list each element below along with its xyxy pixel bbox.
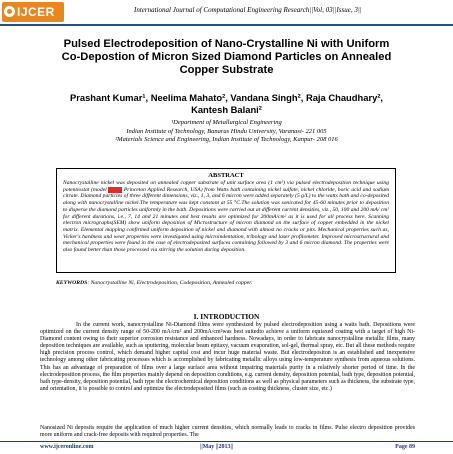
authors-line: Kantesh Balani² (191, 104, 262, 115)
affiliations (20, 119, 433, 145)
affiliation-line: ¹Department of Metallurgical Engineering (171, 119, 282, 126)
abstract-text (63, 180, 389, 254)
journal-name: International Journal of Computational Engineering Research||Vol, 03||Issue, 3|| (134, 6, 362, 14)
abstract-text-part: Princeton Applied Research, USA) from Watts bath containing nickel sulfate, nickel chloride, boric acid and sodium citrate. Diamond particles of three different dimensions, viz., 1, 3, and 6 micron were added separately (5 g/L) to the watts bath and co-deposited along with nanocrystalline nickel.The temperature was kept constant at 55 °C.The solution was sonicated for 45-60 minutes prior to deposition to disperse the diamond particles uniformly in the bath. Depositions were carried out at different current densities, viz., 50, 100 and 200 mA/ cm² for different durations, i.e., 7, 14 and 21 minutes and best results are optimized for 200mA/cm² as it is used for all process here. Scanning electron micrographs(SEM) show uniform deposition of Microstructure of micron diamond on the surface of copper embedded in the nickel matrix. Elemental mapping confirmed uniform deposition of nickel and diamond with almost no cracks or pits. Mechanical properties such as, Vicker's hardness and wear properties were investigated using microindentation, tribology and laser profilometer. Improved microstructural and mechanical properties were found in the case of electrodeposited surfaces containing followed by 3 and 6 micron diamond. The properties were also found better than those processed via stirring the solution during deposition. (63, 186, 389, 254)
title-line: Pulsed Electrodeposition of Nano-Crystalline Ni with Uniform (63, 38, 390, 50)
introduction-text: In the current work, nanocrystalline Ni-Diamond films were synthesized by pulsed electrodeposition using a watts bath. Depositions were optimized on the current density range of 50-200 mA/cm² and 200mA/cm²was best suitedto achieve a uniform equiaxed coating with a target of high Ni-Diamond content owing to their superior corrosion resistance and enhanced hardness. Nowadays, in order to fabricate nanocrystalline metallic films, many deposition techniques are available, such as sputtering, molecular beam epitaxy, vacuum evaporation, sol-gel, thermal spray, etc. But all these methods require high precision process control, which demand higher capital cost and incur huge material waste. But electrodepositon is an established and inexpensive technology among other fabricating processes which is accomplished by fabricating metallic alloys using low-temperature synthesis from aqueous solutions. This has an advantage of preparation of films over a large surface area without impairing materials purity in a relatively shorter period of time. In the electrodeposition process, the film properties mainly depend on deposition conditions, e.g. current density, deposition potential, bath type, deposition potential, bath type-density, deposition potential, bath type the electrochemical deposition conditions as well as physical parameters such as thickness, the substrate type, and orientation, it is possible to control and optimize the electrodeposited films (such as coating thickness, cluster size, etc.) (40, 322, 415, 392)
following-paragraph: Nanosized Ni deposits require the application of much higher current densities, which normally leads to cracks in films. Pulse electro deposition provides more uniform and crack-free deposits with required properties. The (40, 425, 415, 439)
journal-header (0, 0, 453, 26)
affiliation-line: ²Materials Science and Engineering, Indian Institute of Technology, Kanpur- 208 016 (115, 136, 338, 144)
footer-date: ||May ||2013|| (200, 444, 234, 450)
logo-emblem-icon (4, 6, 15, 17)
authors-line: Prashant Kumar¹, Neelima Mahato², Vandana Singh², Raja Chaudhary², (69, 92, 384, 103)
redaction-mark: XXXX (108, 186, 123, 193)
journal-logo (2, 2, 64, 22)
logo-text: IJCER (17, 5, 55, 19)
keywords-text: : Nanocrystalline Ni, Electrodeposition, Codeposition, Annealed copper. (87, 280, 253, 286)
keywords (56, 280, 396, 287)
footer-page-number: Page 89 (395, 444, 415, 450)
abstract-heading: ABSTRACT (208, 172, 244, 179)
abstract-text-part: Nanocrystalline nickel was deposited on annealed copper substrate of unit surface area (1 cm²) via pulsed electrodeposition technique using potentiostat (model (63, 180, 389, 193)
keywords-label: KEYWORDS (56, 280, 88, 286)
page-footer (0, 441, 453, 454)
affiliation-line: Indian Institute of Technology, Banaras Hindu University, Varanasi- 221 005 (126, 127, 327, 135)
footer-website: www.ijceronline.com (40, 444, 94, 450)
title-line: Copper Substrate (179, 64, 274, 76)
introduction-paragraph (40, 322, 415, 393)
title-line: Co-Depostion of Micron Sized Diamond Particles on Annealed (61, 51, 392, 63)
abstract-box (56, 168, 396, 273)
authors (20, 92, 433, 116)
paper-title (20, 38, 433, 77)
section-heading-introduction: I. INTRODUCTION (193, 312, 260, 321)
